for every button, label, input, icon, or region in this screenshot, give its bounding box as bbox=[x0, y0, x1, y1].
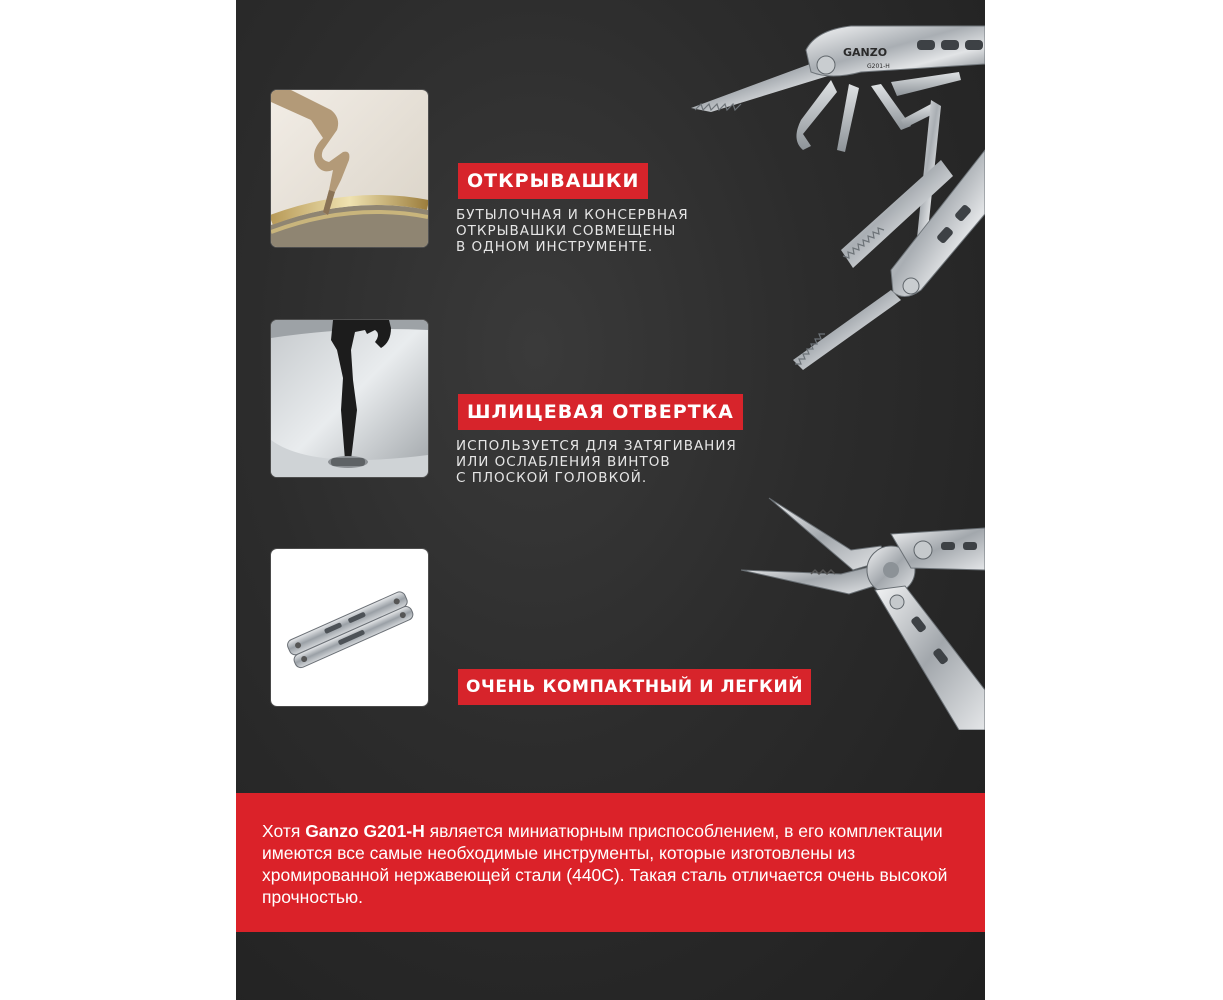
feature-description-openers: БУТЫЛОЧНАЯ И КОНСЕРВНАЯ ОТКРЫВАШКИ СОВМЕЩЕНЫ В ОДНОМ ИНСТРУМЕНТЕ. bbox=[456, 207, 689, 255]
feature-title-screwdriver: ШЛИЦЕВАЯ ОТВЕРТКА bbox=[458, 394, 743, 430]
compact-tool-thumbnail bbox=[271, 549, 428, 706]
multitool-open-illustration bbox=[691, 0, 985, 370]
feature-description-screwdriver: ИСПОЛЬЗУЕТСЯ ДЛЯ ЗАТЯГИВАНИЯ ИЛИ ОСЛАБЛЕНИЯ ВИНТОВ С ПЛОСКОЙ ГОЛОВКОЙ. bbox=[456, 438, 737, 486]
feature-title-compact: ОЧЕНЬ КОМПАКТНЫЙ И ЛЕГКИЙ bbox=[458, 669, 811, 705]
description-banner bbox=[236, 793, 985, 932]
feature-title-openers: ОТКРЫВАШКИ bbox=[458, 163, 648, 199]
tool-brand-logo: GANZO bbox=[843, 46, 888, 59]
tool-model-label: G201-H bbox=[867, 63, 890, 70]
product-card bbox=[236, 0, 985, 1000]
bottle-opener-icon bbox=[271, 90, 428, 247]
description-body: является миниатюрным приспособлением, в его комплектации имеются все самые необходимые инструменты, которые изготовлены из хромированной нержавеющей стали (440С). Такая сталь отличается очень высокой прочностью. bbox=[262, 821, 948, 907]
multitool-icon bbox=[691, 0, 985, 370]
pliers-icon bbox=[741, 490, 985, 730]
flat-screwdriver-icon bbox=[271, 320, 428, 477]
screwdriver-thumbnail bbox=[271, 320, 428, 477]
bottle-opener-thumbnail bbox=[271, 90, 428, 247]
folded-multitool-icon bbox=[271, 549, 428, 706]
multitool-pliers-illustration bbox=[741, 490, 985, 730]
description-prefix: Хотя bbox=[262, 821, 306, 841]
description-text bbox=[262, 820, 962, 908]
product-name: Ganzo G201-H bbox=[305, 821, 425, 841]
